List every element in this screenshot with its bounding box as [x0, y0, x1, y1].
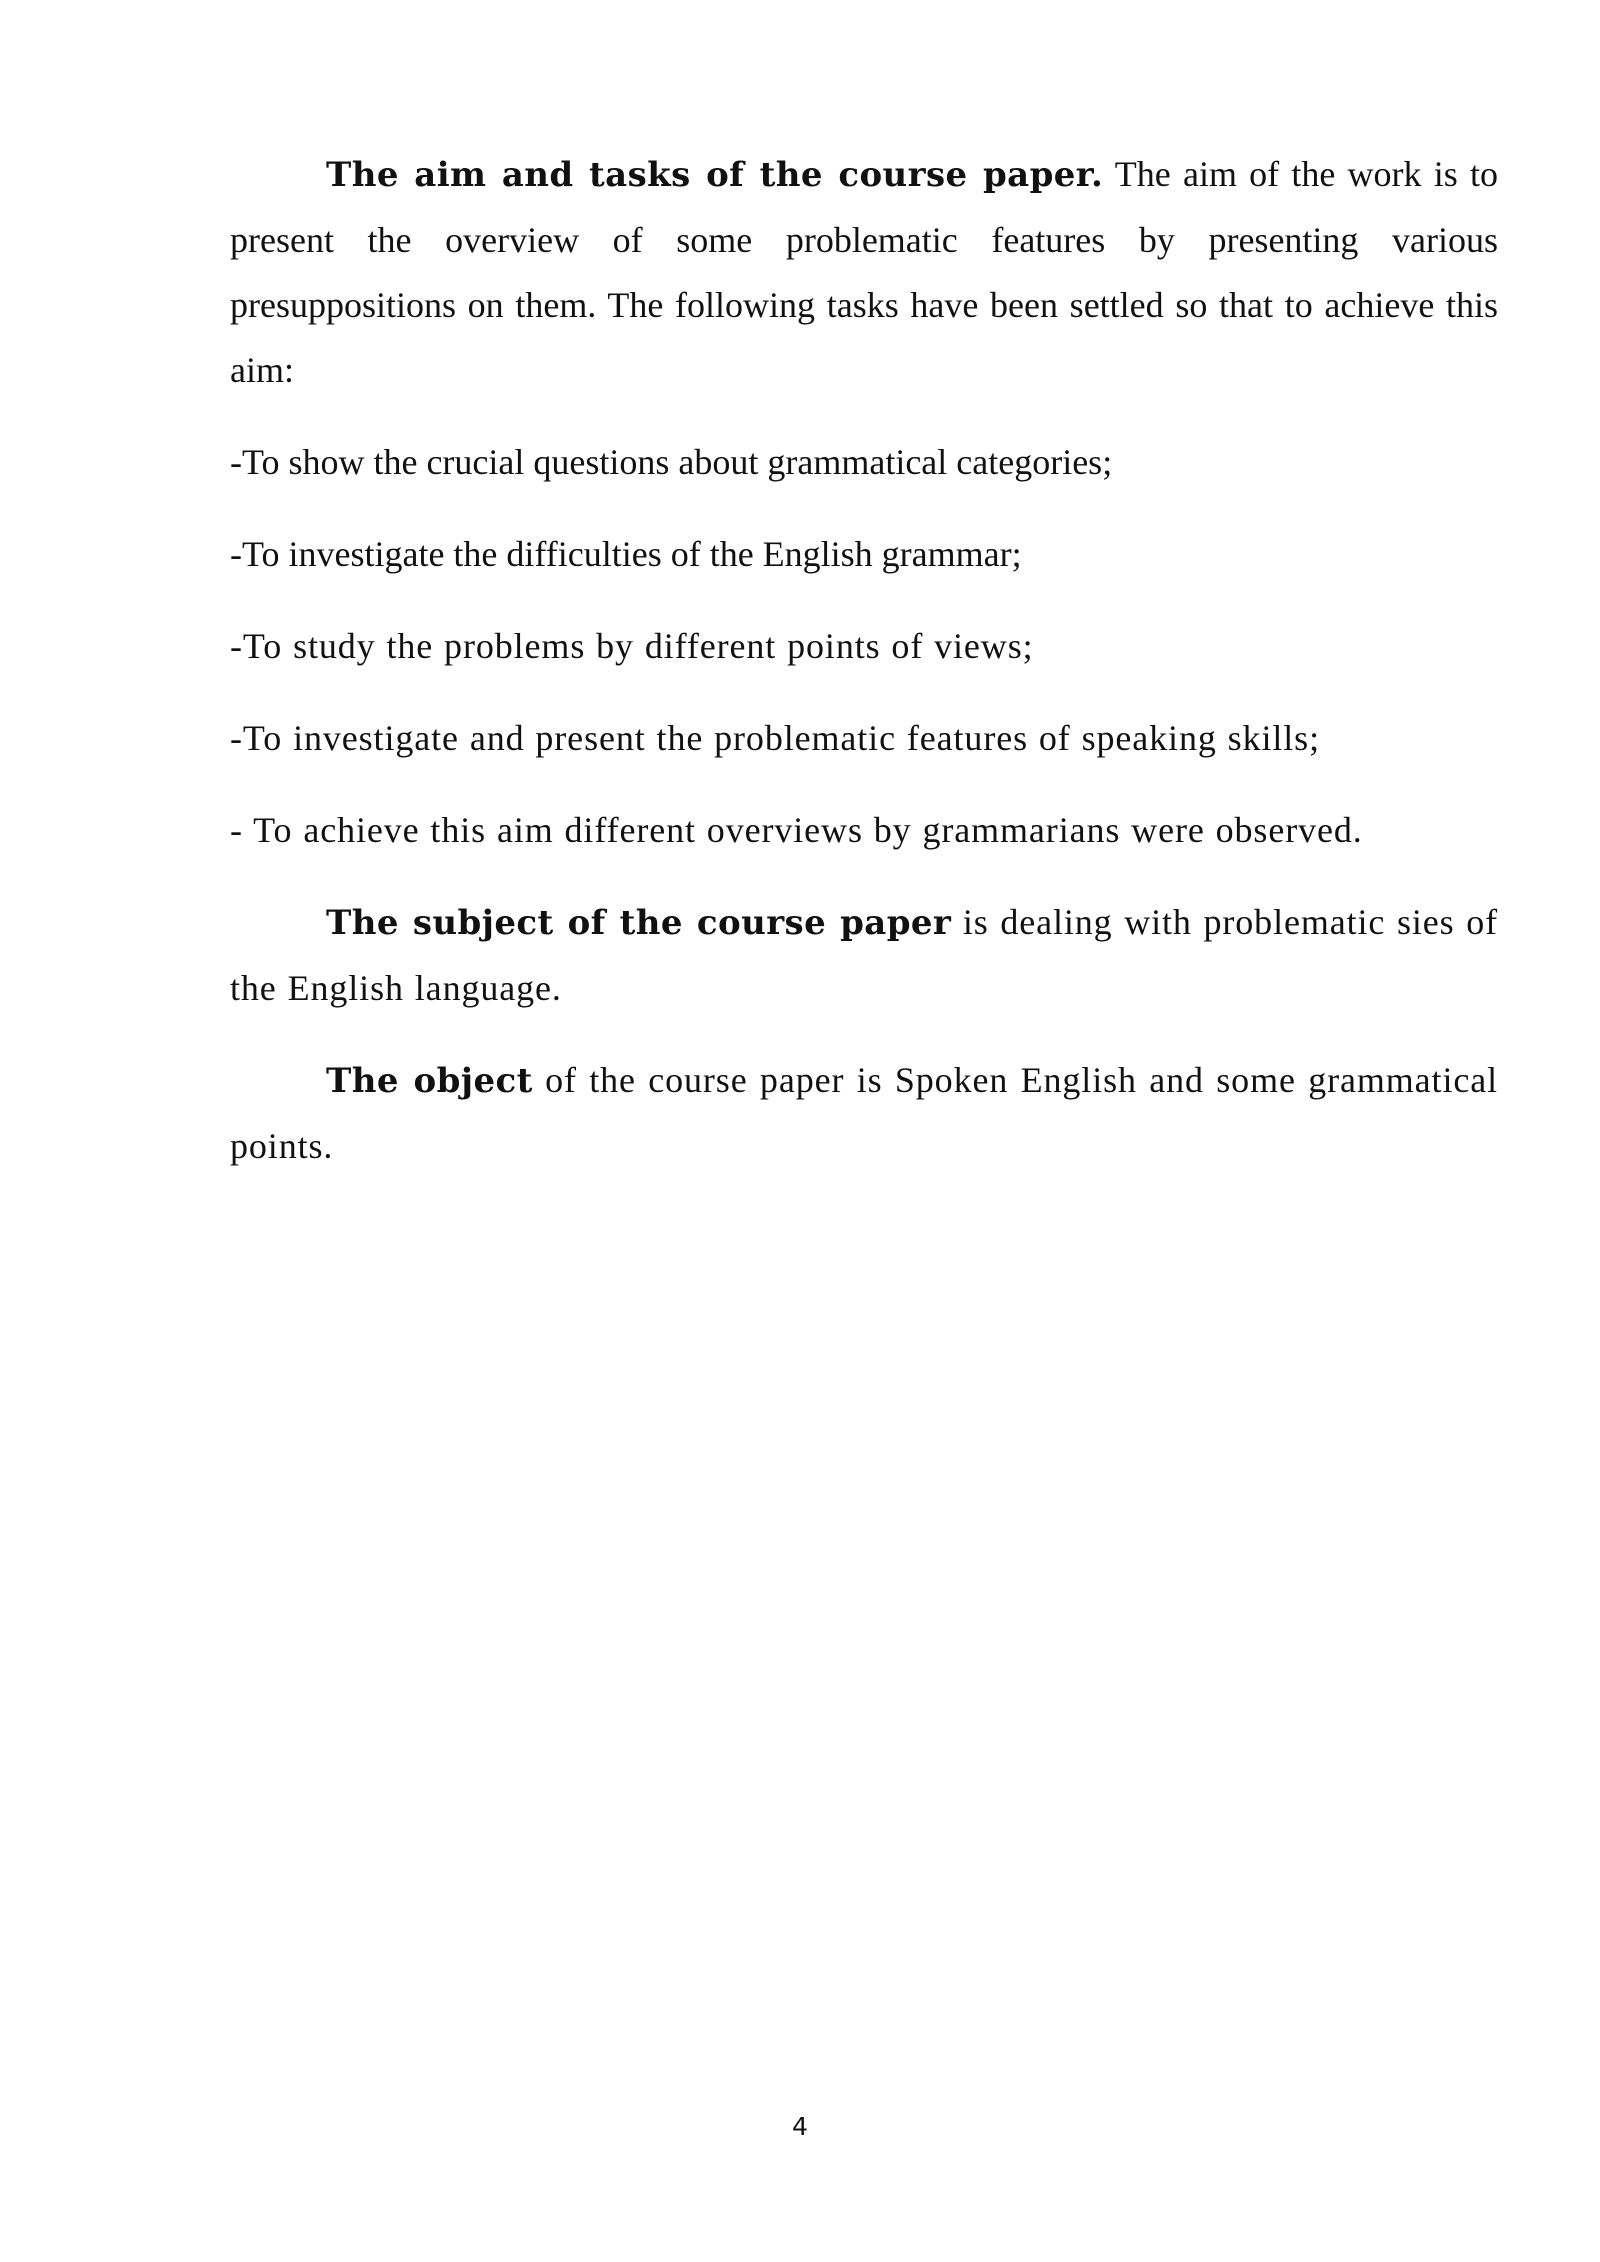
page-number: 4: [792, 2112, 808, 2141]
object-paragraph: [230, 1048, 1498, 1179]
aim-paragraph: [230, 142, 1498, 403]
object-heading: The object: [326, 1061, 533, 1101]
task-item: -To study the problems by different points of views;: [230, 626, 1034, 666]
task-item: -To show the crucial questions about grammatical categories;: [230, 442, 1113, 482]
subject-paragraph: [230, 890, 1498, 1021]
task-item: - To achieve this aim different overviews by grammarians were observed.: [230, 810, 1363, 850]
aim-heading: The aim and tasks of the course paper.: [326, 155, 1104, 195]
page-body: [230, 142, 1498, 1179]
object-text: of the course paper is Spoken English and some grammatical points.: [230, 1060, 1499, 1166]
subject-text: is dealing with problematic sies of the English language.: [230, 902, 1498, 1008]
task-item: -To investigate and present the problematic features of speaking skills;: [230, 718, 1320, 758]
task-item: -To investigate the difficulties of the English grammar;: [230, 534, 1022, 574]
subject-heading: The subject of the course paper: [326, 903, 952, 943]
aim-text: The aim of the work is to present the overview of some problematic features by presenting various presuppositions on them. The following tasks have been settled so that to achieve this aim:: [230, 154, 1498, 390]
